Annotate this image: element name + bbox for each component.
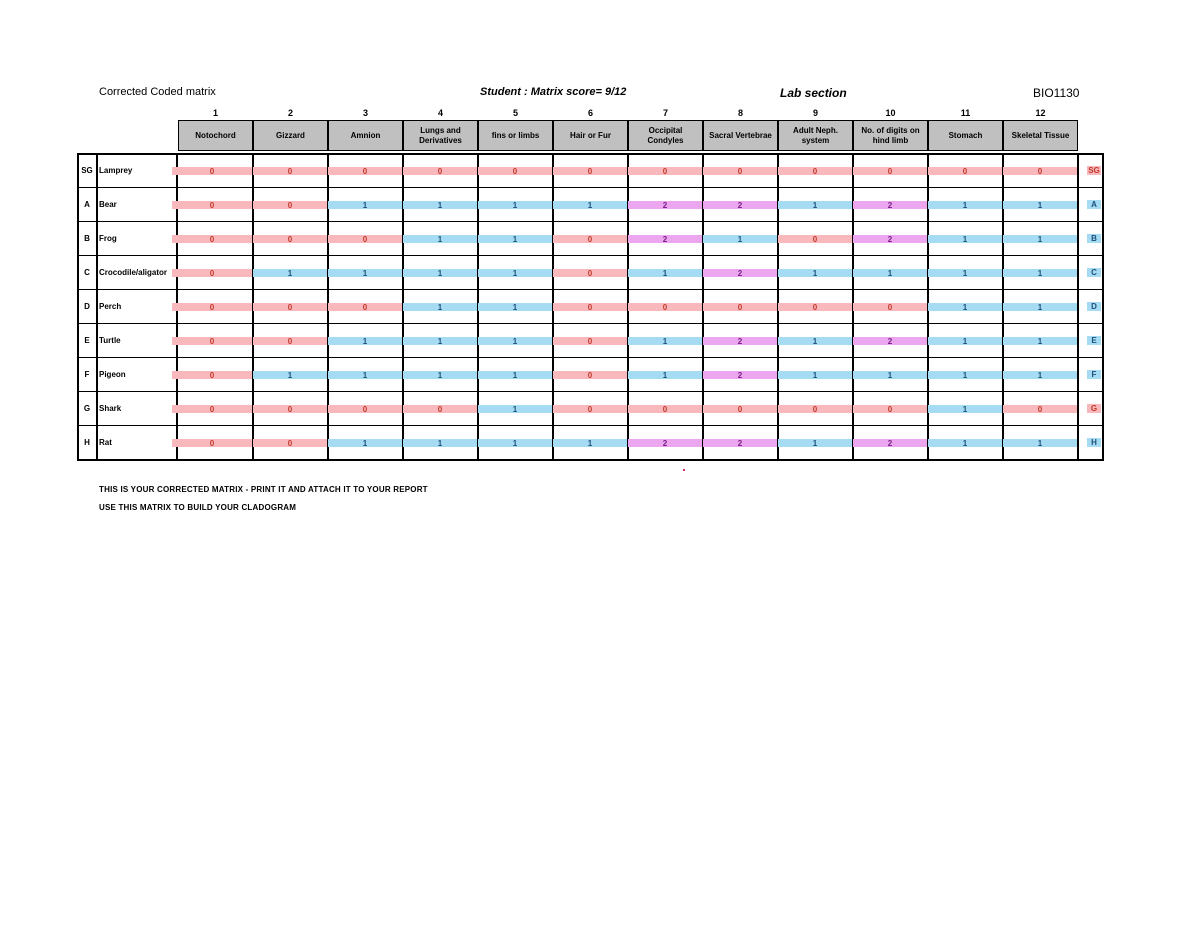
matrix-cell: 1: [928, 405, 1002, 413]
matrix-cell: 0: [172, 167, 252, 175]
column-header: Skeletal Tissue: [1003, 120, 1078, 151]
matrix-cell: 1: [1003, 303, 1077, 311]
taxon-name: Shark: [99, 404, 122, 413]
matrix-cell: 1: [1003, 439, 1077, 447]
matrix-cell: 0: [172, 201, 252, 209]
matrix-cell: 0: [703, 167, 777, 175]
matrix-cell: 0: [253, 405, 327, 413]
column-number: 11: [960, 108, 971, 118]
note-print: THIS IS YOUR CORRECTED MATRIX - PRINT IT AND ATTACH IT TO YOUR REPORT: [99, 485, 428, 494]
row-code-right: D: [1087, 302, 1101, 311]
row-code: G: [83, 404, 91, 413]
matrix-cell: 1: [1003, 371, 1077, 379]
matrix-cell: 0: [172, 405, 252, 413]
matrix-cell: 0: [853, 405, 927, 413]
matrix-cell: 0: [172, 439, 252, 447]
matrix-cell: 1: [478, 337, 552, 345]
taxon-name: Perch: [99, 302, 122, 311]
column-number: 5: [512, 108, 518, 118]
matrix-cell: 2: [703, 337, 777, 345]
matrix-cell: 2: [628, 201, 702, 209]
matrix-cell: 0: [172, 337, 252, 345]
matrix-cell: 2: [853, 201, 927, 209]
matrix-cell: 2: [628, 235, 702, 243]
column-divider: [1077, 153, 1079, 459]
column-number: 3: [362, 108, 368, 118]
matrix-cell: 0: [853, 167, 927, 175]
matrix-cell: 1: [478, 201, 552, 209]
matrix-cell: 0: [253, 235, 327, 243]
taxon-name: Pigeon: [99, 370, 126, 379]
row-code-right: H: [1087, 438, 1101, 447]
matrix-cell: 0: [172, 303, 252, 311]
matrix-cell: 0: [253, 303, 327, 311]
matrix-cell: 0: [253, 167, 327, 175]
matrix-cell: 0: [253, 439, 327, 447]
lab-section-label: Lab section: [780, 86, 847, 100]
matrix-cell: 1: [928, 303, 1002, 311]
matrix-cell: 1: [328, 337, 402, 345]
matrix-cell: 0: [253, 201, 327, 209]
row-divider: [77, 357, 1104, 358]
row-code: H: [84, 438, 90, 447]
row-divider: [77, 391, 1104, 392]
row-code-right: A: [1087, 200, 1101, 209]
matrix-cell: 0: [628, 303, 702, 311]
column-header: Amnion: [328, 120, 403, 151]
taxon-name: Rat: [99, 438, 112, 447]
row-code-right: B: [1087, 234, 1101, 243]
taxon-name: Lamprey: [99, 166, 133, 175]
row-divider: [77, 289, 1104, 290]
matrix-cell: 1: [403, 303, 477, 311]
matrix-cell: 1: [928, 235, 1002, 243]
taxon-name: Bear: [99, 200, 117, 209]
row-code: E: [84, 336, 90, 345]
matrix-cell: 1: [478, 269, 552, 277]
matrix-cell: 2: [703, 201, 777, 209]
matrix-cell: 1: [928, 269, 1002, 277]
matrix-cell: 0: [928, 167, 1002, 175]
matrix-cell: 0: [1003, 405, 1077, 413]
column-header: Sacral Vertebrae: [703, 120, 778, 151]
matrix-cell: 0: [853, 303, 927, 311]
column-divider: [96, 153, 98, 459]
matrix-cell: 0: [553, 405, 627, 413]
matrix-cell: 2: [703, 371, 777, 379]
matrix-cell: 1: [403, 439, 477, 447]
column-number: 9: [812, 108, 818, 118]
column-header: Gizzard: [253, 120, 328, 151]
matrix-cell: 0: [253, 337, 327, 345]
matrix-cell: 1: [1003, 235, 1077, 243]
matrix-cell: 1: [628, 371, 702, 379]
matrix-cell: 1: [853, 269, 927, 277]
matrix-cell: 0: [478, 167, 552, 175]
matrix-cell: 1: [478, 439, 552, 447]
matrix-cell: 1: [928, 201, 1002, 209]
matrix-cell: 0: [553, 303, 627, 311]
row-code: F: [84, 370, 90, 379]
matrix-cell: 0: [553, 269, 627, 277]
column-header: Adult Neph. system: [778, 120, 853, 151]
row-code-right: SG: [1088, 166, 1100, 175]
column-number: 7: [662, 108, 668, 118]
row-code: SG: [81, 166, 93, 175]
matrix-cell: 1: [1003, 201, 1077, 209]
matrix-cell: 0: [553, 235, 627, 243]
matrix-cell: 1: [328, 439, 402, 447]
matrix-cell: 1: [628, 269, 702, 277]
matrix-title: Corrected Coded matrix: [99, 86, 216, 98]
matrix-cell: 1: [328, 371, 402, 379]
column-header: Notochord: [178, 120, 253, 151]
column-number: 2: [287, 108, 293, 118]
column-header: Stomach: [928, 120, 1003, 151]
matrix-cell: 1: [553, 201, 627, 209]
row-divider: [77, 425, 1104, 426]
matrix-cell: 1: [928, 439, 1002, 447]
matrix-cell: 0: [328, 167, 402, 175]
matrix-cell: 1: [1003, 269, 1077, 277]
matrix-cell: 0: [553, 167, 627, 175]
column-header: Occipital Condyles: [628, 120, 703, 151]
matrix-cell: 1: [703, 235, 777, 243]
taxon-name: Turtle: [99, 336, 121, 345]
stray-mark: [683, 469, 685, 471]
matrix-cell: 0: [703, 303, 777, 311]
matrix-cell: 0: [172, 371, 252, 379]
taxon-name: Crocodile/aligator: [99, 268, 168, 277]
matrix-cell: 1: [628, 337, 702, 345]
matrix-cell: 1: [778, 371, 852, 379]
matrix-cell: 0: [403, 405, 477, 413]
matrix-cell: 2: [853, 439, 927, 447]
matrix-cell: 1: [928, 371, 1002, 379]
matrix-cell: 1: [403, 235, 477, 243]
column-number: 6: [587, 108, 593, 118]
matrix-cell: 0: [403, 167, 477, 175]
matrix-cell: 0: [628, 167, 702, 175]
matrix-cell: 0: [553, 371, 627, 379]
matrix-cell: 1: [253, 371, 327, 379]
matrix-cell: 1: [778, 201, 852, 209]
matrix-cell: 1: [328, 269, 402, 277]
row-code: C: [84, 268, 90, 277]
row-divider: [77, 323, 1104, 324]
matrix-cell: 1: [778, 269, 852, 277]
matrix-cell: 1: [778, 439, 852, 447]
matrix-cell: 0: [328, 303, 402, 311]
matrix-cell: 1: [853, 371, 927, 379]
matrix-cell: 1: [253, 269, 327, 277]
matrix-cell: 2: [853, 337, 927, 345]
matrix-cell: 0: [628, 405, 702, 413]
column-header: fins or limbs: [478, 120, 553, 151]
row-code-right: E: [1087, 336, 1101, 345]
column-number: 10: [885, 108, 896, 118]
row-code: B: [84, 234, 90, 243]
row-code-right: F: [1087, 370, 1101, 379]
matrix-cell: 1: [403, 371, 477, 379]
column-number: 8: [737, 108, 743, 118]
matrix-cell: 1: [403, 337, 477, 345]
row-divider: [77, 187, 1104, 188]
row-code: D: [84, 302, 90, 311]
matrix-cell: 0: [553, 337, 627, 345]
row-divider: [77, 221, 1104, 222]
matrix-cell: 0: [172, 235, 252, 243]
matrix-cell: 0: [1003, 167, 1077, 175]
column-number: 4: [437, 108, 443, 118]
row-divider: [77, 255, 1104, 256]
matrix-cell: 0: [328, 235, 402, 243]
column-number: 1: [212, 108, 218, 118]
matrix-cell: 1: [478, 371, 552, 379]
matrix-cell: 1: [553, 439, 627, 447]
column-number: 12: [1035, 108, 1046, 118]
course-code: BIO1130: [1033, 86, 1080, 100]
matrix-cell: 0: [328, 405, 402, 413]
matrix-cell: 1: [778, 337, 852, 345]
matrix-cell: 2: [703, 269, 777, 277]
matrix-cell: 2: [628, 439, 702, 447]
student-score: Student : Matrix score= 9/12: [480, 86, 627, 98]
matrix-cell: 0: [778, 235, 852, 243]
matrix-cell: 0: [172, 269, 252, 277]
matrix-cell: 0: [778, 303, 852, 311]
taxon-name: Frog: [99, 234, 117, 243]
matrix-cell: 0: [778, 405, 852, 413]
matrix-cell: 2: [853, 235, 927, 243]
matrix-cell: 0: [703, 405, 777, 413]
matrix-cell: 1: [403, 201, 477, 209]
matrix-cell: 1: [1003, 337, 1077, 345]
matrix-cell: 1: [478, 303, 552, 311]
row-code-right: G: [1087, 404, 1101, 413]
matrix-cell: 1: [403, 269, 477, 277]
row-code-right: C: [1087, 268, 1101, 277]
matrix-cell: 0: [778, 167, 852, 175]
column-header: Hair or Fur: [553, 120, 628, 151]
column-header: No. of digits on hind limb: [853, 120, 928, 151]
matrix-cell: 2: [703, 439, 777, 447]
matrix-cell: 1: [328, 201, 402, 209]
matrix-cell: 1: [478, 235, 552, 243]
column-header: Lungs and Derivatives: [403, 120, 478, 151]
matrix-cell: 1: [478, 405, 552, 413]
matrix-cell: 1: [928, 337, 1002, 345]
note-cladogram: USE THIS MATRIX TO BUILD YOUR CLADOGRAM: [99, 503, 297, 512]
row-code: A: [84, 200, 90, 209]
